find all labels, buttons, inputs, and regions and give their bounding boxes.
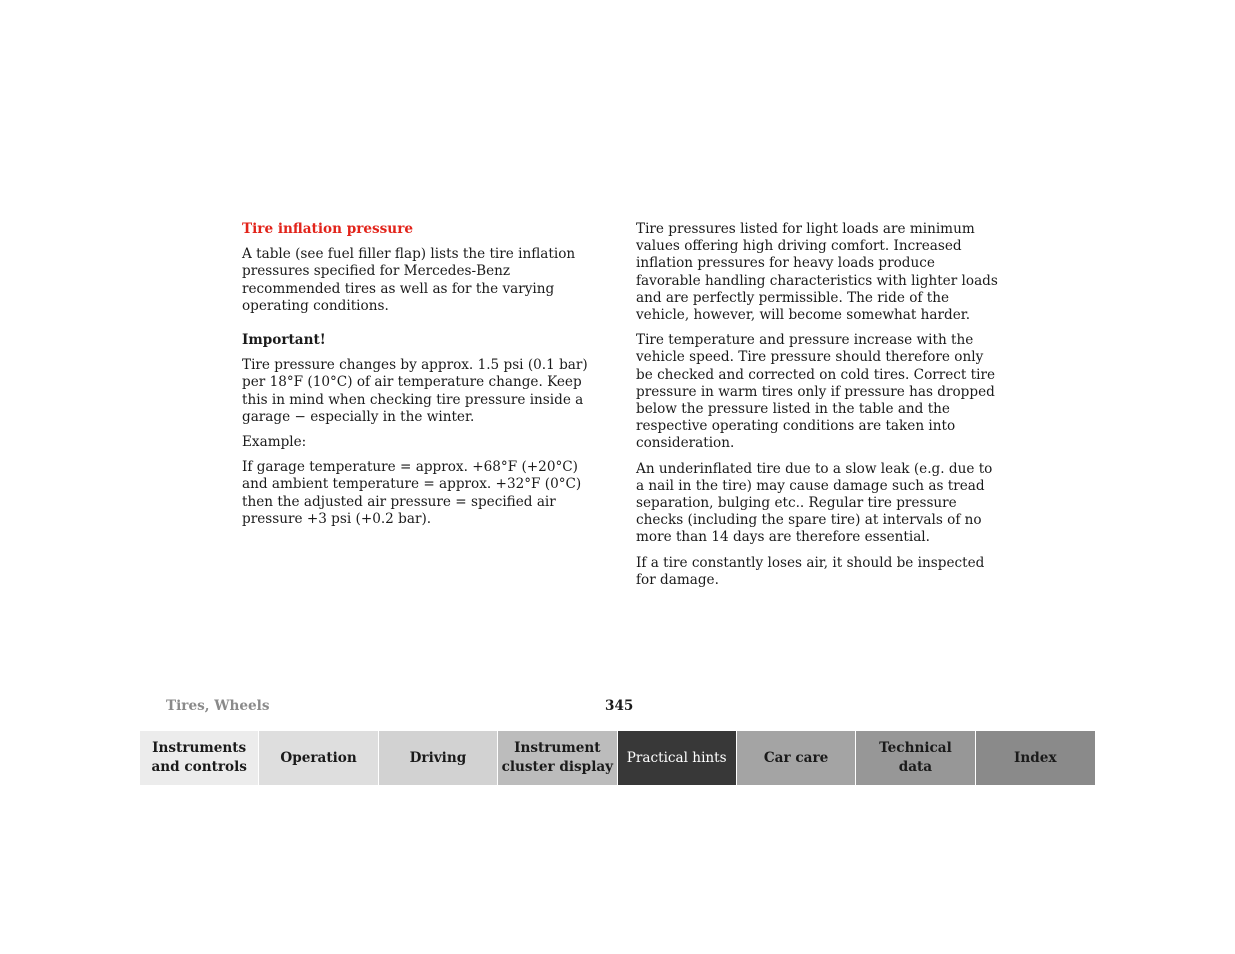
tab-instrument-cluster-display[interactable]: Instrument cluster display xyxy=(498,731,616,785)
tab-instruments-and-controls[interactable]: Instruments and controls xyxy=(140,731,258,785)
important-paragraph: Tire pressure changes by approx. 1.5 psi (0.1 bar) per 18°F (10°C) of air temperature change. Keep this in mind when checking tire pressure inside a garage − especially in the winter. xyxy=(242,357,588,425)
example-paragraph: If garage temperature = approx. +68°F (+20°C) and ambient temperature = approx. +32°F (0°C) then the adjusted air pressure = specified air pressure +3 psi (+0.2 bar). xyxy=(242,459,582,527)
footer-section-title: Tires, Wheels xyxy=(166,698,270,714)
tab-practical-hints[interactable]: Practical hints xyxy=(618,731,736,785)
tab-driving[interactable]: Driving xyxy=(379,731,497,785)
chapter-navigation xyxy=(140,731,1095,785)
tab-index[interactable]: Index xyxy=(976,731,1095,785)
temperature-paragraph: Tire temperature and pressure increase with the vehicle speed. Tire pressure should therefore only be checked and corrected on cold tires. Correct tire pressure in warm tires only if pressure has dropped below the pressure listed in the table and the respective operating conditions are taken into consideration. xyxy=(636,332,996,452)
intro-paragraph: A table (see fuel filler flap) lists the tire inflation pressures specified for Mercedes-Benz recommended tires as well as for the varying operating conditions. xyxy=(242,246,576,314)
page-number: 345 xyxy=(605,698,634,714)
section-heading: Tire inflation pressure xyxy=(242,221,414,237)
light-loads-paragraph: Tire pressures listed for light loads are minimum values offering high driving comfort. Increased inflation pressures for heavy loads produce favorable handling characteristics with lighter loads and are perfectly permissible. The ride of the vehicle, however, will become somewhat harder. xyxy=(636,221,998,324)
air-loss-paragraph: If a tire constantly loses air, it should be inspected for damage. xyxy=(636,554,985,588)
right-column xyxy=(636,221,1001,597)
tab-technical-data[interactable]: Technical data xyxy=(856,731,974,785)
important-label: Important! xyxy=(242,332,326,349)
example-label: Example: xyxy=(242,434,307,451)
tab-operation[interactable]: Operation xyxy=(259,731,377,785)
tab-car-care[interactable]: Car care xyxy=(737,731,855,785)
underinflated-paragraph: An underinflated tire due to a slow leak (e.g. due to a nail in the tire) may cause damage such as tread separation, bulging etc.. Regular tire pressure checks (including the spare tire) at intervals of no more than 14 days are therefore essential. xyxy=(636,460,993,546)
left-column xyxy=(242,221,602,536)
